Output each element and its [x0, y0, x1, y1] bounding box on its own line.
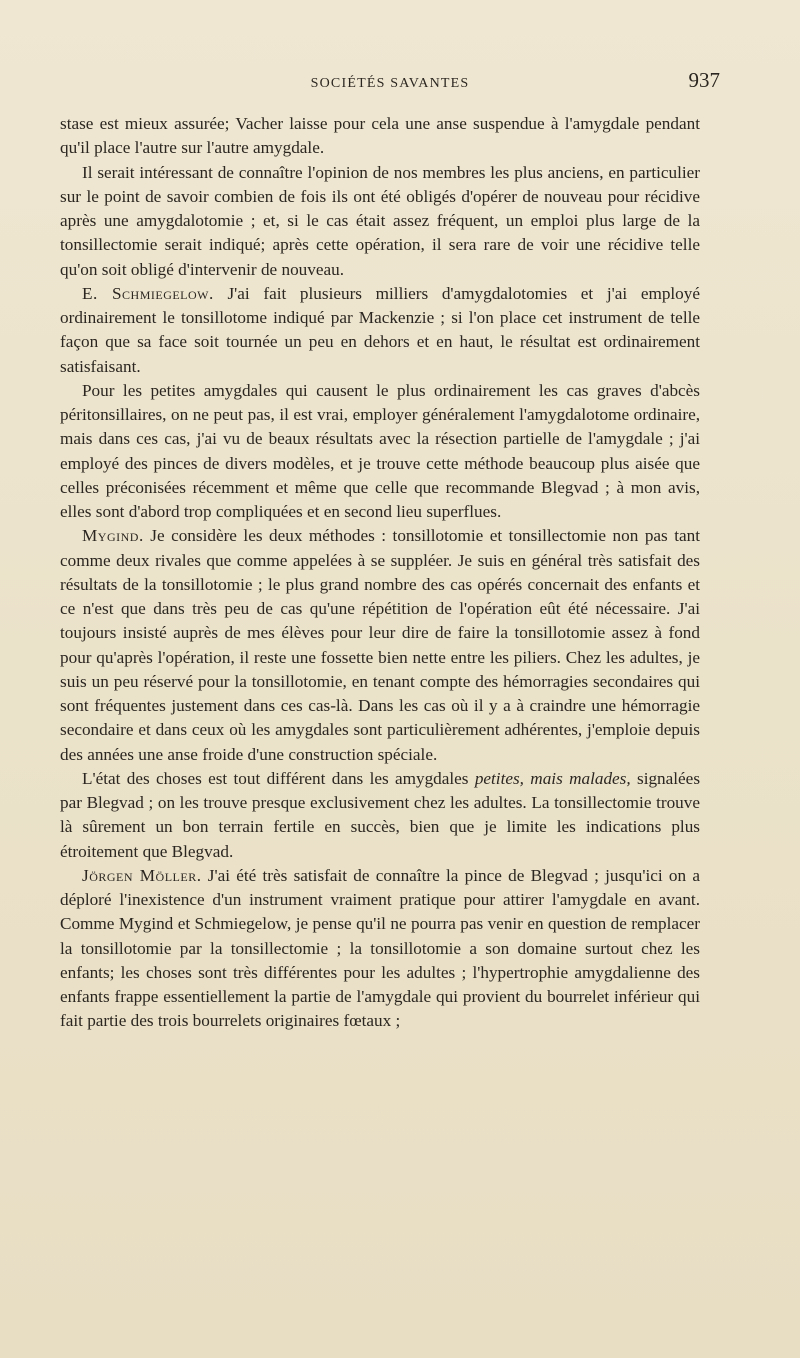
- paragraph: [60, 767, 700, 864]
- paragraph-text: Pour les petites amygdales qui causent le plus ordinairement les cas graves d'abcès péritonsillaires, on ne peut pas, il est vrai, employer généralement l'amygdalotome ordinaire, mais dans ces cas, j'ai vu de beaux résultats avec la résection partielle de l'amygdale ; j'ai employé des pinces de divers modèles, et je trouve cette méthode beaucoup plus aisée que celles préconisées récemment et même que celle que recommande Blegvad ; à mon avis, elles sont d'abord trop compliquées et en second lieu superflues.: [60, 380, 700, 521]
- paragraph-text: J'ai été très satisfait de connaître la pince de Blegvad ; jusqu'ici on a déploré l'inexistence d'un instrument vraiment pratique pour attirer l'amygdale en avant. Comme Mygind et Schmiegelow, je pense qu'il ne pourra pas venir en question de remplacer la tonsillotomie par la tonsillectomie ; la tonsillotomie a son domaine surtout chez les enfants; les choses sont très différentes pour les adultes ; l'hypertrophie amygdalienne des enfants frappe essentiellement la partie de l'amygdale qui provient du bourrelet inférieur qui fait partie des trois bourrelets originaires fœtaux ;: [60, 865, 700, 1031]
- paragraph: [60, 161, 700, 282]
- emphasis: petites, mais malades,: [474, 768, 631, 788]
- paragraph: [60, 379, 700, 525]
- paragraph-text: Il serait intéressant de connaître l'opinion de nos membres les plus anciens, en particulier sur le point de savoir combien de fois ils ont été obligés d'opérer de nouveau pour récidive après une amygdalotomie ; et, si le cas était assez fréquent, un emploi plus large de la tonsillectomie serait indiqué; après cette opération, il sera rare de voir une récidive telle qu'on soit obligé d'intervenir de nouveau.: [60, 162, 700, 279]
- paragraph-text: signalées par Blegvad ; on les trouve presque exclusivement chez les adultes. La tonsillectomie trouve là sûrement un bon terrain fertile en succès, bien que je limite les indications plus étroitement que Blegvad.: [60, 768, 701, 861]
- speaker-name: Jörgen Möller.: [82, 865, 202, 885]
- page-header: [60, 68, 720, 100]
- speaker-name: E. Schmiegelow.: [82, 283, 214, 303]
- paragraph-text: stase est mieux assurée; Vacher laisse pour cela une anse suspendue à l'amygdale pendant qu'il place l'autre sur l'autre amygdale.: [60, 114, 700, 158]
- paragraph: [60, 282, 700, 379]
- running-title: SOCIÉTÉS SAVANTES: [310, 76, 470, 91]
- paragraph-text: L'état des choses est tout différent dans les amygdales: [82, 768, 469, 788]
- paragraph-text: Je considère les deux méthodes : tonsillotomie et tonsillectomie non pas tant comme deux rivales que comme appelées à se suppléer. Je suis en général très satisfait des résultats de la tonsillotomie ; le plus grand nombre des cas opérés concernait des enfants et ce n'est que dans très peu de cas qu'une répétition de l'opération eût été nécessaire. J'ai toujours insisté auprès de mes élèves pour leur dire de faire la tonsillotomie assez à fond pour qu'après l'opération, il reste une fossette bien nette entre les piliers. Chez les adultes, je suis un peu réservé pour la tonsillotomie, en tenant compte des hémorragies secondaires qui sont fréquentes justement dans ces cas-là. Dans les cas où il y a à craindre une hémorragie secondaire et dans ceux où les amygdales sont particulièrement adhérentes, j'emploie depuis des années une anse froide d'une construction spéciale.: [60, 526, 701, 764]
- body-text: [60, 112, 700, 1034]
- paragraph: [60, 524, 700, 767]
- paragraph: [60, 864, 700, 1034]
- paragraph-text: J'ai fait plusieurs milliers d'amygdalotomies et j'ai employé ordinairement le tonsillotome indiqué par Mackenzie ; si l'on place cet instrument de telle façon que sa face soit tournée un peu en dehors et en haut, le résultat est ordinairement satisfaisant.: [60, 283, 700, 376]
- paragraph: [60, 112, 700, 161]
- speaker-name: Mygind.: [82, 526, 144, 546]
- page-number: 937: [688, 68, 720, 92]
